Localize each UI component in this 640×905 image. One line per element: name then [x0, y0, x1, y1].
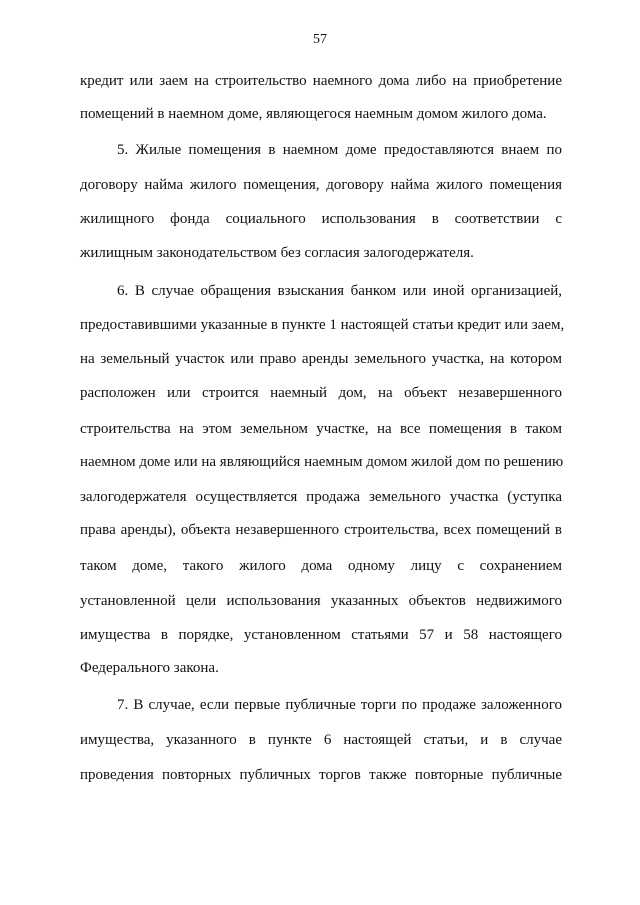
text-line: строительства на этом земельном участке, на все помещения в таком: [80, 421, 562, 437]
page-number: 57: [313, 32, 327, 47]
text-line: 6. В случае обращения взыскания банком или иной организацией,: [117, 283, 562, 299]
text-line: таком доме, такого жилого дома одному лицу с сохранением: [80, 558, 562, 574]
text-line: имущества, указанного в пункте 6 настоящей статьи, и в случае: [80, 732, 562, 748]
text-line: предоставившими указанные в пункте 1 настоящей статьи кредит или заем,: [80, 317, 565, 333]
text-line: установленной цели использования указанных объектов недвижимого: [80, 593, 562, 609]
text-line: проведения повторных публичных торгов также повторные публичные: [80, 767, 562, 783]
text-line: договору найма жилого помещения, договору найма жилого помещения: [80, 177, 562, 193]
text-line: права аренды), объекта незавершенного строительства, всех помещений в: [80, 522, 562, 538]
text-line: расположен или строится наемный дом, на объект незавершенного: [80, 385, 562, 401]
text-line: 5. Жилые помещения в наемном доме предоставляются внаем по: [117, 142, 562, 158]
text-line: жилищным законодательством без согласия залогодержателя.: [80, 245, 474, 261]
text-line: помещений в наемном доме, являющегося наемным домом жилого дома.: [80, 106, 547, 122]
text-line: на земельный участок или право аренды земельного участка, на котором: [80, 351, 562, 367]
text-line: имущества в порядке, установленном статьями 57 и 58 настоящего: [80, 627, 562, 643]
text-line: 7. В случае, если первые публичные торги по продаже заложенного: [117, 697, 562, 713]
text-line: залогодержателя осуществляется продажа земельного участка (уступка: [80, 489, 562, 505]
text-line: жилищного фонда социального использования в соответствии с: [80, 211, 562, 227]
text-line: наемном доме или на являющийся наемным домом жилой дом по решению: [80, 454, 564, 470]
text-line: кредит или заем на строительство наемного дома либо на приобретение: [80, 73, 562, 89]
text-line: Федерального закона.: [80, 660, 219, 676]
